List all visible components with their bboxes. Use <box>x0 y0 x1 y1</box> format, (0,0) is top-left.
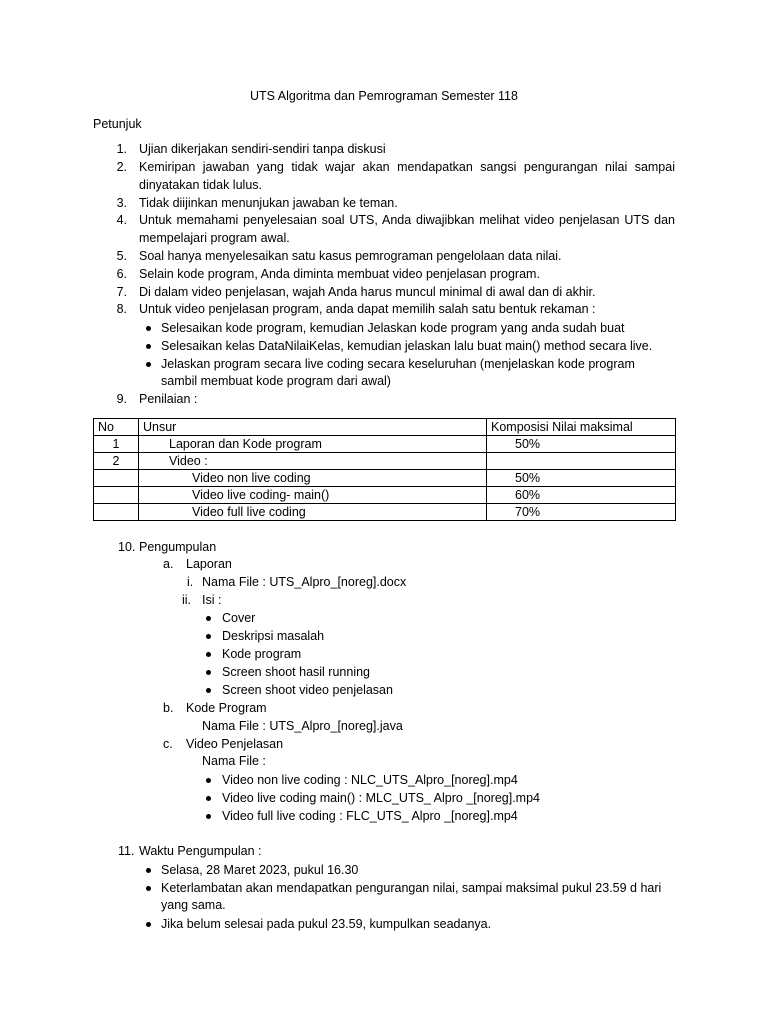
table-cell-unsur: Laporan dan Kode program <box>139 436 487 453</box>
bullet-text: Jelaskan program secara live coding secara keseluruhan (menjelaskan kode program <box>161 357 635 371</box>
file-name-video-label: Nama File : <box>202 754 266 768</box>
bullet-icon <box>145 916 153 932</box>
bullet-icon <box>145 880 153 896</box>
video-file-name: Video live coding main() : MLC_UTS_ Alpro _[noreg].mp4 <box>222 791 540 805</box>
table-cell-unsur: Video : <box>139 453 487 470</box>
section-label-waktu: Waktu Pengumpulan : <box>139 844 262 858</box>
table-cell-no <box>94 504 139 521</box>
instruction-text: Untuk memahami penyelesaian soal UTS, Anda diwajibkan melihat video penjelasan UTS dan <box>139 213 675 227</box>
item-number: 11. <box>118 844 135 858</box>
instruction-text: Ujian dikerjakan sendiri-sendiri tanpa diskusi <box>139 142 386 156</box>
bullet-text: Keterlambatan akan mendapatkan pengurangan nilai, sampai maksimal pukul 23.59 d hari <box>161 881 662 895</box>
file-name-laporan: Nama File : UTS_Alpro_[noreg].docx <box>202 575 407 589</box>
table-row <box>94 453 676 470</box>
isi-item: Screen shoot video penjelasan <box>222 683 393 697</box>
isi-label: Isi : <box>202 593 222 607</box>
bullet-text: Selasa, 28 Maret 2023, pukul 16.30 <box>161 863 359 877</box>
bullet-text: yang sama. <box>161 898 226 912</box>
section-label-pengumpulan: Pengumpulan <box>139 540 217 554</box>
table-row <box>94 470 676 487</box>
sub-marker: c. <box>163 737 173 751</box>
table-cell-no: 1 <box>94 436 139 453</box>
bullet-icon <box>205 790 213 806</box>
item-number: 2. <box>116 160 127 174</box>
item-number: 5. <box>116 249 127 263</box>
sub-marker: b. <box>163 701 174 715</box>
table-row <box>94 504 676 521</box>
table-cell-no <box>94 487 139 504</box>
column-header-nilai: Komposisi Nilai maksimal <box>487 419 676 436</box>
video-file-name: Video full live coding : FLC_UTS_ Alpro _[noreg].mp4 <box>222 809 518 823</box>
isi-item: Screen shoot hasil running <box>222 665 371 679</box>
column-header-unsur: Unsur <box>139 419 487 436</box>
item-number: 10. <box>118 540 136 554</box>
document-title: UTS Algoritma dan Pemrograman Semester 118 <box>250 89 518 103</box>
table-cell-nilai: 50% <box>487 470 676 487</box>
sub-marker: a. <box>163 557 174 571</box>
table-row <box>94 436 676 453</box>
bullet-icon <box>145 320 153 336</box>
instruction-text: Tidak diijinkan menunjukan jawaban ke teman. <box>139 196 398 210</box>
item-number: 3. <box>116 196 127 210</box>
bullet-icon <box>145 356 153 372</box>
instruction-text: Soal hanya menyelesaikan satu kasus pemrograman pengelolaan data nilai. <box>139 249 562 263</box>
item-number: 8. <box>116 302 127 316</box>
bullet-icon <box>145 862 153 878</box>
bullet-icon <box>205 646 213 662</box>
bullet-icon <box>205 664 213 680</box>
item-number: 7. <box>116 285 127 299</box>
instruction-text: mempelajari program awal. <box>139 231 290 245</box>
isi-item: Cover <box>222 611 256 625</box>
instruction-text: Di dalam video penjelasan, wajah Anda harus muncul minimal di awal dan di akhir. <box>139 285 596 299</box>
table-cell-no <box>94 470 139 487</box>
table-cell-nilai <box>487 453 676 470</box>
table-cell-nilai: 50% <box>487 436 676 453</box>
bullet-icon <box>205 772 213 788</box>
bullet-icon <box>205 628 213 644</box>
table-cell-unsur: Video full live coding <box>139 504 487 521</box>
file-name-kode: Nama File : UTS_Alpro_[noreg].java <box>202 719 403 733</box>
table-cell-unsur: Video non live coding <box>139 470 487 487</box>
table-cell-no: 2 <box>94 453 139 470</box>
item-number: 1. <box>116 142 127 156</box>
isi-item: Deskripsi masalah <box>222 629 325 643</box>
table-header-row <box>94 419 676 436</box>
instruction-text: Untuk video penjelasan program, anda dapat memilih salah satu bentuk rekaman : <box>139 302 596 316</box>
sub-label-kode-program: Kode Program <box>186 701 267 715</box>
instruction-text: Selain kode program, Anda diminta membuat video penjelasan program. <box>139 267 540 281</box>
instruction-text: Penilaian : <box>139 392 198 406</box>
instruction-text: dinyatakan tidak lulus. <box>139 178 262 192</box>
sub-marker: i. <box>187 575 194 589</box>
bullet-text: Jika belum selesai pada pukul 23.59, kumpulkan seadanya. <box>161 917 492 931</box>
table-cell-unsur: Video live coding- main() <box>139 487 487 504</box>
column-header-no: No <box>94 419 139 436</box>
section-heading: Petunjuk <box>93 117 142 131</box>
bullet-icon <box>205 610 213 626</box>
bullet-text: Selesaikan kelas DataNilaiKelas, kemudian jelaskan lalu buat main() method secara live. <box>161 339 653 353</box>
sub-label-laporan: Laporan <box>186 557 232 571</box>
sub-marker: ii. <box>182 593 192 607</box>
bullet-icon <box>205 682 213 698</box>
item-number: 6. <box>116 267 127 281</box>
table-cell-nilai: 70% <box>487 504 676 521</box>
sub-label-video: Video Penjelasan <box>186 737 284 751</box>
bullet-icon <box>145 338 153 354</box>
scoring-table <box>93 418 676 521</box>
isi-item: Kode program <box>222 647 302 661</box>
bullet-text: Selesaikan kode program, kemudian Jelaskan kode program yang anda sudah buat <box>161 321 625 335</box>
bullet-text: sambil membuat kode program dari awal) <box>161 374 391 388</box>
table-row <box>94 487 676 504</box>
item-number: 9. <box>116 392 127 406</box>
item-number: 4. <box>116 213 127 227</box>
bullet-icon <box>205 808 213 824</box>
table-cell-nilai: 60% <box>487 487 676 504</box>
instruction-text: Kemiripan jawaban yang tidak wajar akan mendapatkan sangsi pengurangan nilai sampai <box>139 160 675 174</box>
video-file-name: Video non live coding : NLC_UTS_Alpro_[noreg].mp4 <box>222 773 518 787</box>
